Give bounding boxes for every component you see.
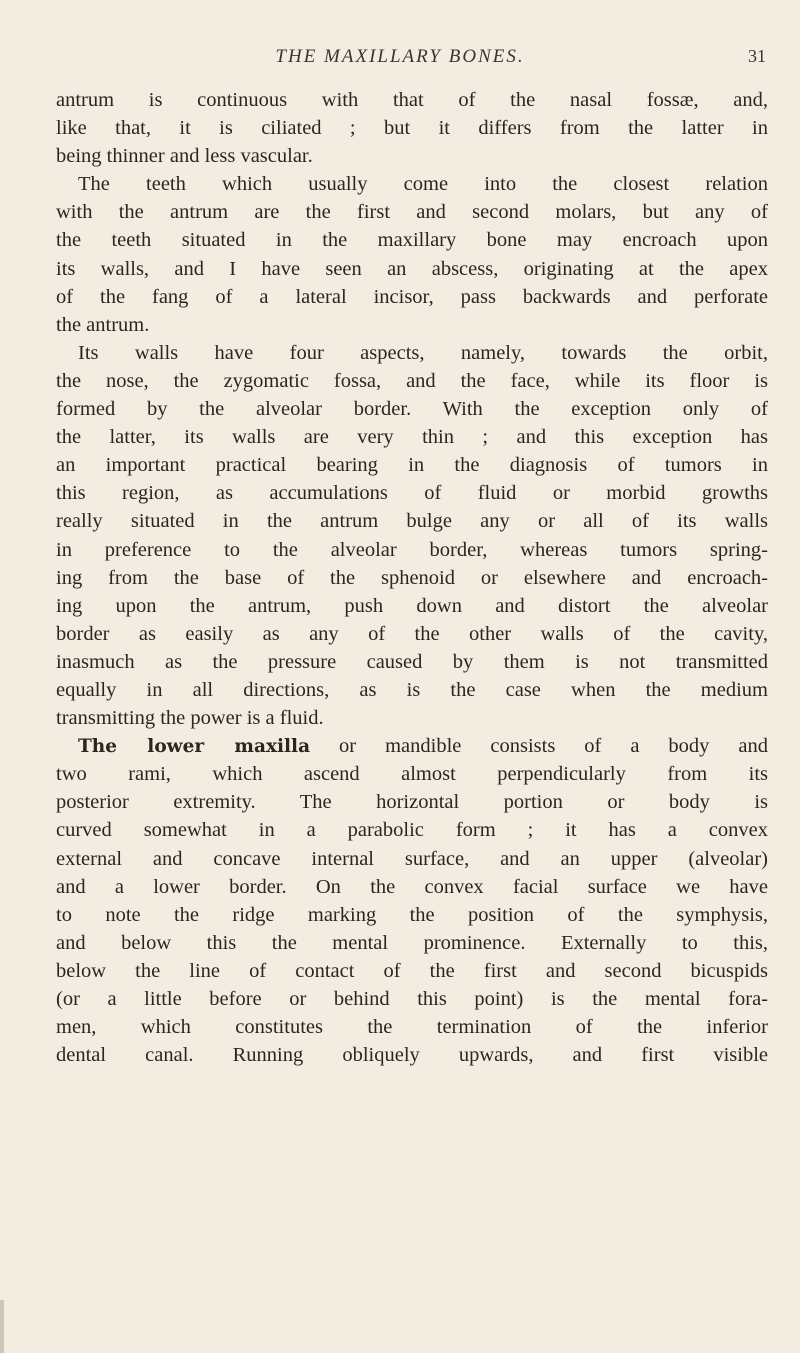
text-line: an important practical bearing in the diagnosis of tumors in	[56, 454, 768, 477]
text-line: inasmuch as the pressure caused by them is not transmitted	[56, 650, 768, 673]
text-line: the antrum.	[56, 313, 150, 336]
text-line: and below this the mental prominence. Externally to this,	[56, 931, 768, 954]
text-line: border as easily as any of the other walls of the cavity,	[56, 622, 768, 645]
text-line: to note the ridge marking the position of the symphysis,	[56, 903, 768, 926]
text-line: the teeth situated in the maxillary bone may encroach upon	[56, 229, 768, 252]
text-line: external and concave internal surface, and an upper (alveolar)	[56, 847, 768, 870]
text-line: being thinner and less vascular.	[56, 145, 313, 168]
text-line: antrum is continuous with that of the nasal fossæ, and,	[56, 89, 768, 111]
text-line: with the antrum are the first and second molars, but any of	[56, 201, 768, 224]
text-line: like that, it is ciliated ; but it differs from the latter in	[56, 117, 768, 140]
text-line: (or a little before or behind this point) is the mental fora-	[56, 988, 768, 1010]
text-line: curved somewhat in a parabolic form ; it has a convex	[56, 819, 768, 842]
page-number: 31	[748, 46, 766, 66]
text-fragment: or mandible consists of a body and	[310, 735, 768, 758]
text-line: ing from the base of the sphenoid or elsewhere and encroach-	[56, 566, 768, 589]
text-line: Its walls have four aspects, namely, towards the orbit,	[78, 341, 768, 364]
text-line: the latter, its walls are very thin ; and this exception has	[56, 426, 768, 449]
text-line: and a lower border. On the convex facial surface we have	[56, 875, 768, 898]
text-line: below the line of contact of the first and second bicuspids	[56, 959, 768, 982]
text-line: in preference to the alveolar border, whereas tumors spring-	[56, 538, 768, 561]
text-line: equally in all directions, as is the case when the medium	[56, 678, 768, 701]
text-line: two rami, which ascend almost perpendicularly from its	[56, 763, 768, 786]
text-line: ing upon the antrum, push down and distort the alveolar	[56, 594, 768, 617]
text-line-with-heading	[56, 732, 768, 760]
text-line: its walls, and I have seen an abscess, originating at the apex	[56, 257, 768, 280]
text-line: of the fang of a lateral incisor, pass backwards and perforate	[56, 285, 768, 308]
page-edge-mark	[0, 1300, 4, 1353]
section-heading: The lower maxilla	[78, 736, 311, 758]
text-line: transmitting the power is a fluid.	[56, 707, 324, 730]
running-title: THE MAXILLARY BONES.	[275, 46, 525, 67]
text-line: really situated in the antrum bulge any or all of its walls	[56, 510, 768, 533]
text-line: this region, as accumulations of fluid or morbid growths	[56, 482, 768, 505]
text-line: The teeth which usually come into the closest relation	[78, 173, 768, 196]
text-line: men, which constitutes the termination of the inferior	[56, 1016, 768, 1039]
text-line: posterior extremity. The horizontal portion or body is	[56, 791, 768, 814]
text-line: the nose, the zygomatic fossa, and the face, while its floor is	[56, 369, 768, 392]
body-text	[56, 86, 768, 1069]
text-line: formed by the alveolar border. With the exception only of	[56, 398, 768, 421]
text-line: dental canal. Running obliquely upwards, and first visible	[56, 1044, 768, 1067]
